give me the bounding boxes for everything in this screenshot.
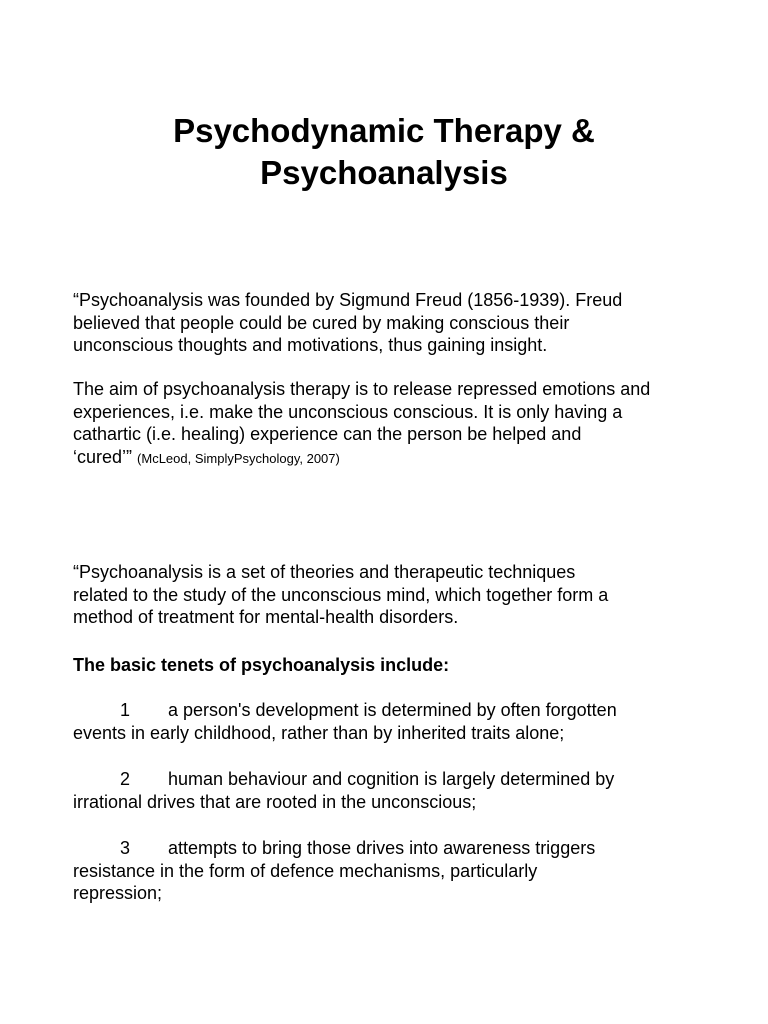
text-line: The aim of psychoanalysis therapy is to release repressed emotions and: [73, 379, 651, 399]
tenet-continuation: repression;: [73, 883, 163, 903]
tenet-first-line: [73, 837, 713, 860]
tenet-continuation: events in early childhood, rather than by inherited traits alone;: [73, 722, 565, 743]
text-line: cathartic (i.e. healing) experience can the person be helped and: [73, 424, 582, 444]
text-line: “Psychoanalysis is a set of theories and therapeutic techniques: [73, 562, 576, 582]
tenet-number: 2: [120, 769, 131, 789]
text-line: method of treatment for mental-health disorders.: [73, 607, 459, 627]
tenet-first-line: [73, 768, 713, 791]
text-line: unconscious thoughts and motivations, thus gaining insight.: [73, 335, 548, 355]
tenet-continuation: resistance in the form of defence mechanisms, particularly: [73, 860, 538, 881]
title-line: Psychodynamic Therapy &: [173, 112, 595, 149]
citation: (McLeod, SimplyPsychology, 2007): [137, 450, 340, 466]
tenet-continuation: irrational drives that are rooted in the unconscious;: [73, 791, 477, 812]
quote-definition-paragraph: [73, 561, 713, 629]
text-line-with-citation: [73, 446, 713, 471]
tenet-item-2: [73, 768, 713, 813]
tenet-number: 3: [120, 838, 131, 858]
tenet-text: attempts to bring those drives into awareness triggers: [168, 838, 596, 858]
cured-text: ‘cured’”: [73, 446, 133, 467]
text-line: experiences, i.e. make the unconscious conscious. It is only having a: [73, 401, 623, 422]
tenet-item-3: [73, 837, 713, 905]
title-line: Psychoanalysis: [260, 154, 508, 191]
tenet-item-1: [73, 699, 713, 744]
tenet-number: 1: [120, 700, 131, 720]
quote-freud-paragraph: [73, 289, 713, 357]
text-line: related to the study of the unconscious mind, which together form a: [73, 584, 609, 605]
tenet-text: a person's development is determined by often forgotten: [168, 700, 617, 720]
tenet-first-line: [73, 699, 713, 722]
text-line: “Psychoanalysis was founded by Sigmund Freud (1856-1939). Freud: [73, 290, 623, 310]
quote-aim-paragraph: [73, 378, 713, 470]
text-line: believed that people could be cured by making conscious their: [73, 312, 570, 333]
tenet-text: human behaviour and cognition is largely determined by: [168, 769, 615, 789]
page-title: [0, 110, 768, 194]
tenets-heading: The basic tenets of psychoanalysis include:: [73, 655, 450, 675]
